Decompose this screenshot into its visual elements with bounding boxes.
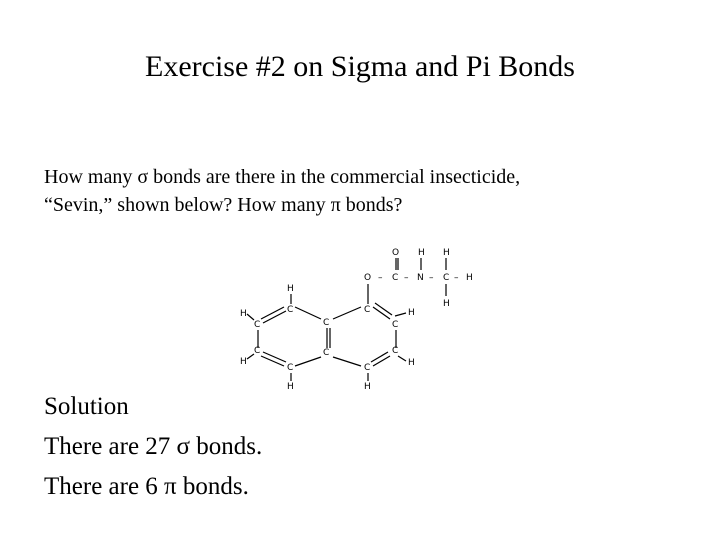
- atom-methyl-c: C: [443, 273, 450, 283]
- question-line-1: How many σ bonds are there in the commercial insecticide,: [44, 166, 521, 188]
- atom-h-top-left-ring: H: [287, 284, 294, 294]
- slide-title: Exercise #2 on Sigma and Pi Bonds: [145, 50, 575, 83]
- atom-h-right-bottom: H: [408, 358, 415, 368]
- bond-h-right-top: [395, 313, 406, 316]
- bond-ring-r4: [333, 357, 361, 366]
- bond-ring-l1: [261, 307, 284, 319]
- atom-c-fusion-top: C: [323, 318, 330, 328]
- atom-h-left-top: H: [240, 309, 247, 319]
- question-text: [44, 163, 684, 219]
- bond-dash-2: –: [404, 273, 409, 283]
- atom-c-bottom-left-ring: C: [287, 363, 294, 373]
- bond-ring-l5: [295, 357, 321, 366]
- bond-ring-l4: [261, 356, 284, 366]
- sevin-structure-diagram: [230, 240, 500, 395]
- atom-methyl-h-bottom: H: [443, 299, 450, 309]
- atom-ester-o: O: [364, 273, 372, 283]
- bond-dash-4: –: [454, 273, 459, 283]
- atom-h-bottom-right: H: [364, 382, 371, 392]
- bond-h-right-bottom: [398, 356, 406, 361]
- atom-carbonyl-o: O: [392, 248, 400, 258]
- atom-amide-n: N: [417, 273, 424, 283]
- bond-ring-r2-double: [375, 303, 392, 315]
- bond-h-left-top: [247, 314, 254, 320]
- atom-c-left-top: C: [254, 320, 261, 330]
- bond-dash-3: –: [429, 273, 434, 283]
- atom-c-top-left-ring: C: [287, 305, 294, 315]
- bond-ring-l2: [295, 307, 321, 319]
- atom-c-fusion-bottom: C: [323, 348, 330, 358]
- atom-c-right-top: C: [392, 320, 399, 330]
- question-line-2: “Sevin,” shown below? How many π bonds?: [44, 194, 403, 216]
- atom-h-bottom-left: H: [287, 382, 294, 392]
- atom-c-bottom-right-ring: C: [364, 363, 371, 373]
- atom-c-left-bottom: C: [254, 346, 261, 356]
- atom-h-right-top: H: [408, 308, 415, 318]
- atom-h-left-bottom: H: [240, 357, 247, 367]
- atom-c-top-right-ring: C: [364, 305, 371, 315]
- bond-ring-r5: [373, 356, 390, 366]
- atom-amide-h: H: [418, 248, 425, 258]
- bond-ring-l1-double: [263, 311, 286, 323]
- atom-methyl-h-top: H: [443, 248, 450, 258]
- bond-dash-1: –: [378, 273, 383, 283]
- atom-c-right-bottom: C: [392, 346, 399, 356]
- solution-heading: Solution: [44, 393, 129, 420]
- bond-ring-r2: [373, 307, 390, 319]
- solution-sigma-answer: There are 27 σ bonds.: [44, 433, 263, 460]
- atom-carbonyl-c: C: [392, 273, 399, 283]
- solution-block: [44, 387, 262, 507]
- atom-methyl-h-right: H: [466, 273, 473, 283]
- bond-ring-l4-double: [263, 352, 286, 362]
- bond-ring-r1: [333, 307, 361, 319]
- bond-ring-r5-double: [371, 352, 388, 362]
- solution-pi-answer: There are 6 π bonds.: [44, 473, 249, 500]
- bond-h-left-bottom: [247, 354, 254, 359]
